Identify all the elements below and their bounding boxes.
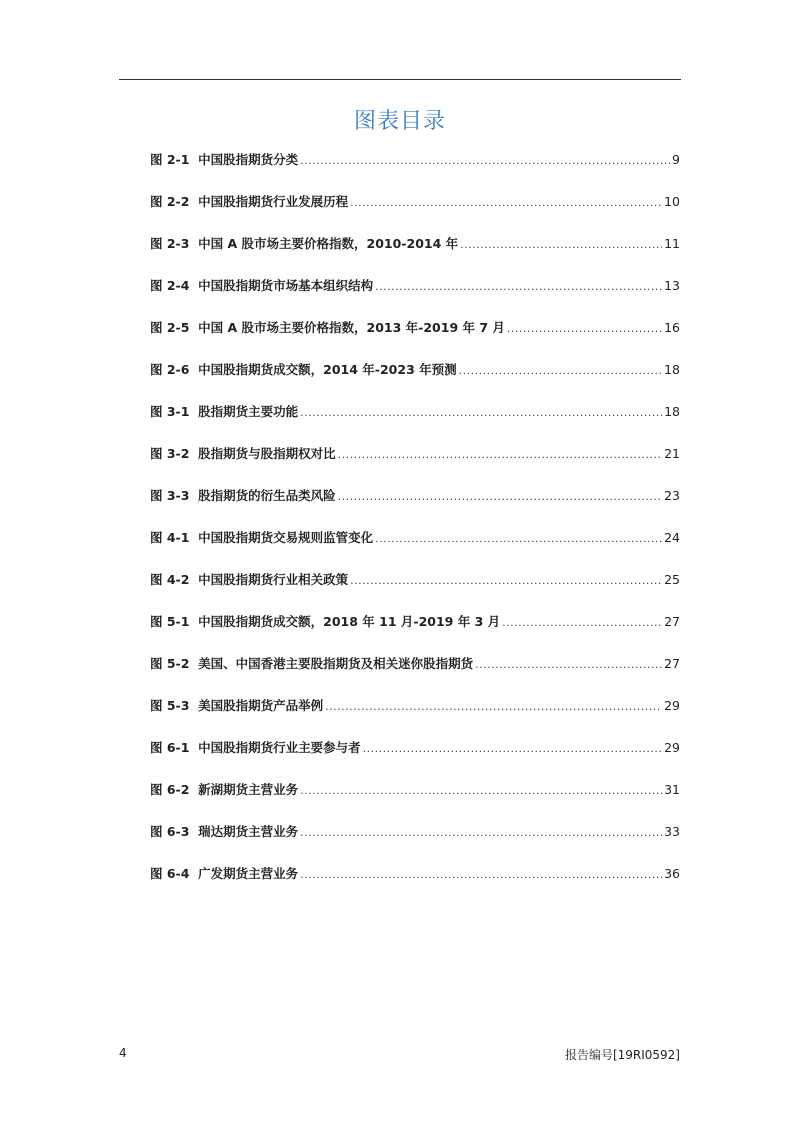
toc-entry[interactable] [150,192,680,234]
toc-entry-label [150,738,361,758]
toc-leader-dots [507,319,662,339]
toc-entry-page: 27 [664,656,680,671]
toc-entry[interactable] [150,234,680,276]
toc-entry-label [150,192,348,212]
toc-leader-dots [459,361,662,381]
toc-entry[interactable] [150,402,680,444]
toc-entry[interactable] [150,738,680,780]
toc-entry-page: 36 [664,866,680,881]
toc-entry[interactable] [150,654,680,696]
toc-entry-number: 图 5-1 [150,614,190,629]
toc-leader-dots [300,823,662,843]
toc-entry-title: 广发期货主营业务 [198,866,299,881]
toc-entry[interactable] [150,444,680,486]
toc-entry-title: 股指期货与股指期权对比 [198,446,336,461]
toc-entry-title: 中国股指期货交易规则监管变化 [198,530,374,545]
toc-entry-page: 16 [664,320,680,335]
toc-entry-title: 中国 A 股市场主要价格指数，2013 年-2019 年 7 月 [198,320,505,335]
toc-entry-page: 33 [664,824,680,839]
toc-entry-title: 美国股指期货产品举例 [198,698,324,713]
toc-entry-title: 中国股指期货分类 [198,152,299,167]
toc-entry-label [150,234,458,254]
toc-entry-title: 美国、中国香港主要股指期货及相关迷你股指期货 [198,656,474,671]
toc-leader-dots [460,235,662,255]
toc-entry-number: 图 2-6 [150,362,190,377]
toc-leader-dots [338,487,662,507]
toc-entry-label [150,318,505,338]
toc-entry-page: 18 [664,362,680,377]
toc-entry-label [150,444,336,464]
toc-entry-page: 27 [664,614,680,629]
toc-entry-number: 图 6-3 [150,824,190,839]
toc-title: 图表目录 [353,109,446,134]
toc-leader-dots [300,151,670,171]
toc-entry-label [150,276,373,296]
toc-entry-page: 9 [672,152,680,167]
toc-entry-title: 新湖期货主营业务 [198,782,299,797]
toc-leader-dots [350,571,662,591]
toc-entry-number: 图 5-2 [150,656,190,671]
toc-entry-title: 中国股指期货行业发展历程 [198,194,349,209]
toc-entry-number: 图 6-2 [150,782,190,797]
toc-leader-dots [325,697,662,717]
toc-entry-number: 图 2-3 [150,236,190,251]
page-number: 4 [119,1046,127,1060]
toc-entry[interactable] [150,780,680,822]
toc-entry-page: 10 [664,194,680,209]
toc-entry[interactable] [150,696,680,738]
toc-entry-page: 29 [664,740,680,755]
toc-leader-dots [300,781,662,801]
toc-entry[interactable] [150,864,680,906]
toc-leader-dots [375,529,662,549]
toc-leader-dots [350,193,662,213]
toc-entry[interactable] [150,822,680,864]
toc-leader-dots [338,445,662,465]
toc-entry-title: 股指期货的衍生品类风险 [198,488,336,503]
toc-entry-title: 中国股指期货成交额，2018 年 11 月-2019 年 3 月 [198,614,501,629]
toc-entry[interactable] [150,612,680,654]
toc-leader-dots [300,403,662,423]
toc-entry-label [150,654,473,674]
toc-entry-title: 中国股指期货市场基本组织结构 [198,278,374,293]
toc-entry-number: 图 2-5 [150,320,190,335]
toc-entry-number: 图 2-2 [150,194,190,209]
toc-entry-number: 图 5-3 [150,698,190,713]
toc-list [150,150,680,906]
toc-entry[interactable] [150,150,680,192]
toc-entry-page: 18 [664,404,680,419]
toc-entry-page: 13 [664,278,680,293]
toc-entry[interactable] [150,276,680,318]
toc-entry[interactable] [150,360,680,402]
toc-entry-label [150,570,348,590]
toc-entry-label [150,612,500,632]
toc-entry-label [150,402,298,422]
toc-entry-number: 图 3-3 [150,488,190,503]
toc-entry-title: 中国股指期货成交额，2014 年-2023 年预测 [198,362,457,377]
toc-leader-dots [363,739,662,759]
toc-entry-number: 图 2-4 [150,278,190,293]
toc-leader-dots [475,655,662,675]
toc-entry-label [150,528,373,548]
toc-entry-page: 24 [664,530,680,545]
toc-entry-title: 中国股指期货行业相关政策 [198,572,349,587]
toc-entry-label [150,360,457,380]
toc-entry[interactable] [150,570,680,612]
toc-leader-dots [502,613,662,633]
toc-entry-page: 31 [664,782,680,797]
toc-entry-page: 23 [664,488,680,503]
toc-entry-number: 图 4-1 [150,530,190,545]
toc-entry-number: 图 3-2 [150,446,190,461]
toc-leader-dots [300,865,662,885]
toc-entry-title: 中国股指期货行业主要参与者 [198,740,361,755]
toc-entry-number: 图 2-1 [150,152,190,167]
header-rule [119,79,681,80]
toc-entry-number: 图 6-4 [150,866,190,881]
toc-entry[interactable] [150,486,680,528]
toc-entry[interactable] [150,318,680,360]
toc-entry-number: 图 3-1 [150,404,190,419]
toc-entry-label [150,150,298,170]
toc-entry-number: 图 4-2 [150,572,190,587]
toc-entry-title: 股指期货主要功能 [198,404,299,419]
toc-entry-title: 中国 A 股市场主要价格指数，2010-2014 年 [198,236,459,251]
toc-entry-label [150,780,298,800]
toc-entry[interactable] [150,528,680,570]
toc-leader-dots [375,277,662,297]
toc-entry-page: 21 [664,446,680,461]
toc-entry-number: 图 6-1 [150,740,190,755]
toc-entry-label [150,864,298,884]
toc-entry-page: 25 [664,572,680,587]
toc-entry-label [150,696,323,716]
report-code: 报告编号[19RI0592] [564,1048,680,1062]
toc-entry-title: 瑞达期货主营业务 [198,824,299,839]
toc-entry-page: 29 [664,698,680,713]
toc-entry-label [150,486,336,506]
toc-entry-label [150,822,298,842]
toc-entry-page: 11 [664,236,680,251]
